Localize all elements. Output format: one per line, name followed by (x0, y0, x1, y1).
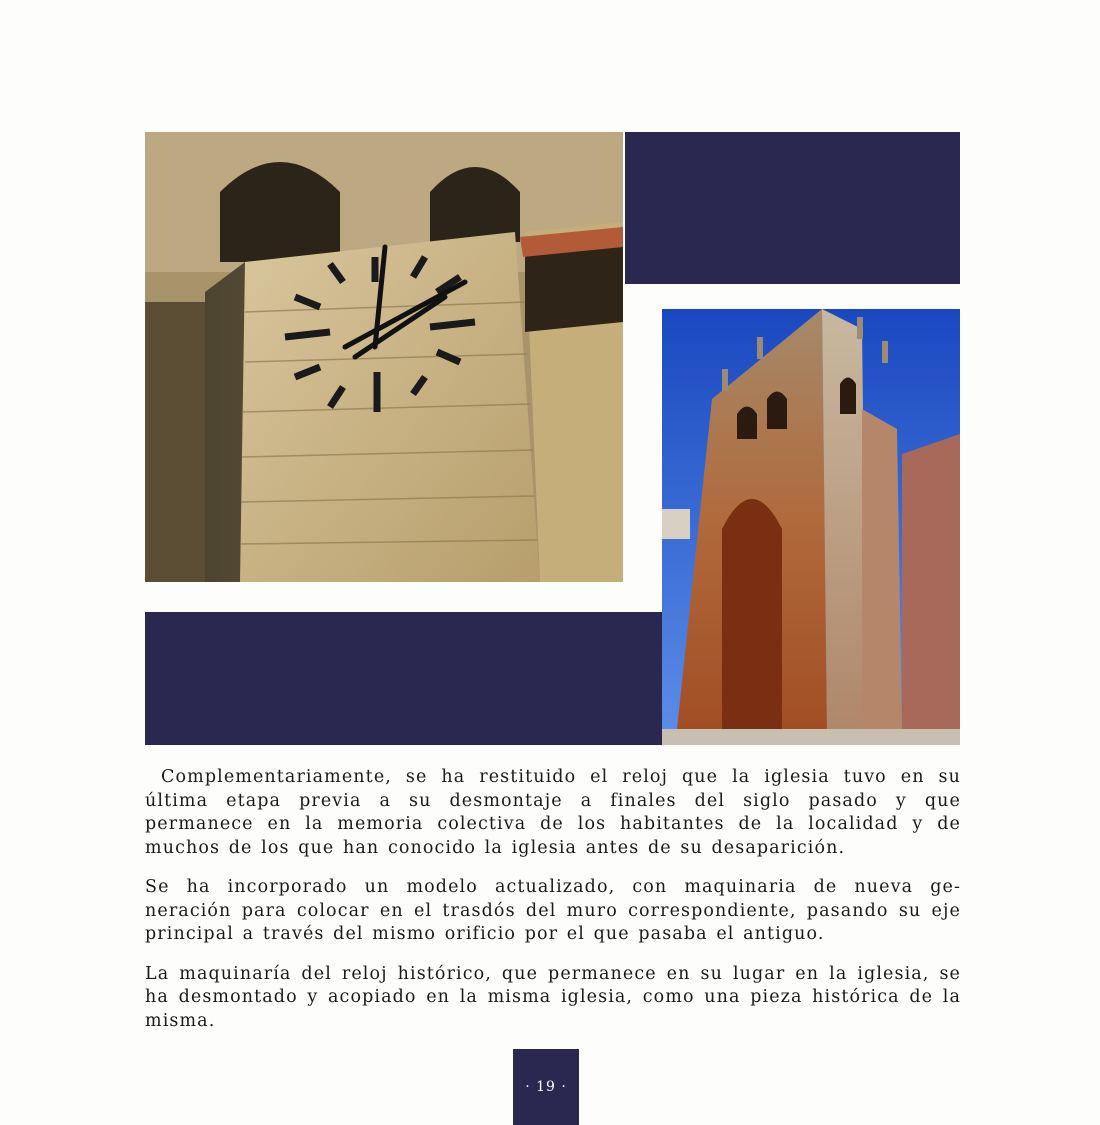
page-number: · 19 · (513, 1049, 579, 1125)
body-text (145, 766, 961, 1049)
decorative-navy-block-top (625, 132, 960, 284)
clock-tower-photo (145, 132, 623, 582)
paragraph-1: Complementariamente, se ha restituido el reloj que la iglesia tuvo en su última etapa previa a su desmontaje a finales del siglo pasado y que permanece en la memoria colectiva de los habitantes de la localidad y de muchos de los que han conocido la iglesia antes de su desaparición. (145, 767, 961, 858)
church-tower-illustration (662, 309, 960, 745)
church-tower-photo (662, 309, 960, 745)
paragraph-3: La maquinaría del reloj histórico, que permanece en su lugar en la iglesia, se ha desmontado y acopiado en la misma iglesia, como una pieza histórica de la misma. (145, 963, 961, 1031)
clock-tower-illustration (145, 132, 623, 582)
decorative-navy-block-bottom (145, 612, 663, 745)
paragraph-2: Se ha incorporado un modelo actualizado, con maquinaria de nueva ge-neración para colocar en el trasdós del muro correspondiente, pasando su eje principal a través del mismo orificio por el que pasaba el antiguo. (145, 877, 961, 944)
